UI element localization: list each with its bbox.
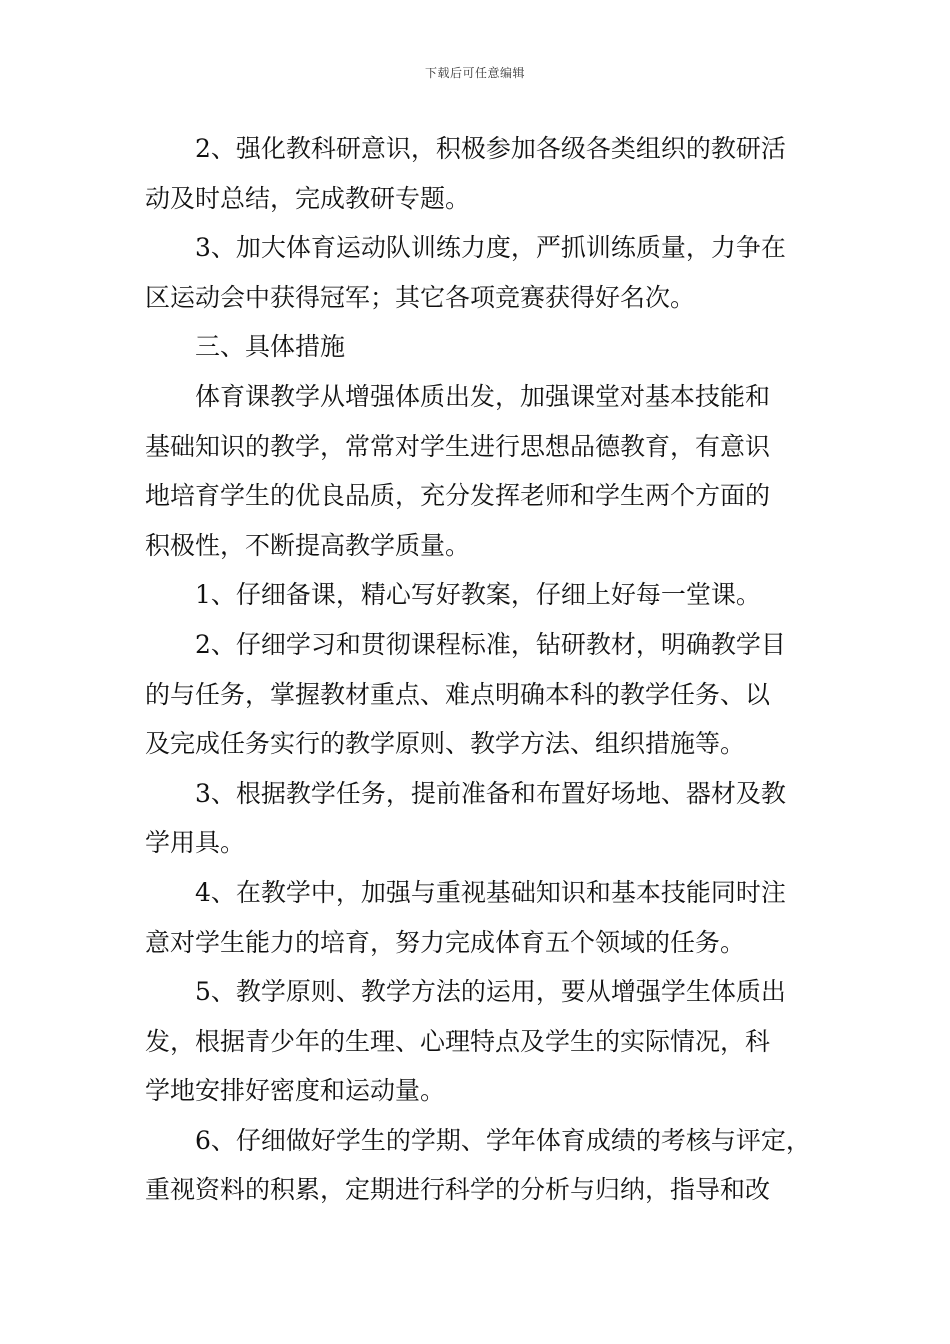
text-line: 3、加大体育运动队训练力度，严抓训练质量，力争在: [195, 233, 786, 263]
text-line: 重视资料的积累，定期进行科学的分析与归纳，指导和改: [145, 1175, 771, 1205]
text-line: 体育课教学从增强体质出发，加强课堂对基本技能和: [195, 381, 771, 411]
text-line: 及完成任务实行的教学原则、教学方法、组织措施等。: [145, 729, 746, 759]
section-heading: 三、具体措施: [195, 332, 346, 362]
text-line: 发，根据青少年的生理、心理特点及学生的实际情况，科: [145, 1026, 771, 1056]
text-line: 意对学生能力的培育，努力完成体育五个领域的任务。: [145, 927, 746, 957]
text-line: 基础知识的教学，常常对学生进行思想品德教育，有意识: [145, 431, 771, 461]
header-note: 下载后可任意编辑: [424, 66, 525, 80]
text-line: 1、仔细备课，精心写好教案，仔细上好每一堂课。: [195, 580, 761, 610]
text-line: 地培育学生的优良品质，充分发挥老师和学生两个方面的: [145, 481, 771, 511]
text-line: 学地安排好密度和运动量。: [145, 1076, 446, 1106]
text-line: 6、仔细做好学生的学期、学年体育成绩的考核与评定，: [195, 1125, 811, 1155]
text-line: 学用具。: [145, 828, 246, 858]
text-line: 动及时总结，完成教研专题。: [145, 183, 471, 213]
text-line: 5、教学原则、教学方法的运用，要从增强学生体质出: [195, 977, 786, 1007]
document-body: [145, 124, 810, 1215]
text-line: 3、根据教学任务，提前准备和布置好场地、器材及教: [195, 778, 786, 808]
text-line: 4、在教学中，加强与重视基础知识和基本技能同时注: [195, 877, 786, 907]
text-line: 2、仔细学习和贯彻课程标准，钻研教材，明确教学目: [195, 629, 786, 659]
text-line: 的与任务，掌握教材重点、难点明确本科的教学任务、以: [145, 679, 771, 709]
text-line: 2、强化教科研意识，积极参加各级各类组织的教研活: [195, 134, 786, 163]
text-line: 区运动会中获得冠军；其它各项竞赛获得好名次。: [145, 282, 696, 312]
text-line: 积极性，不断提高教学质量。: [145, 530, 471, 560]
